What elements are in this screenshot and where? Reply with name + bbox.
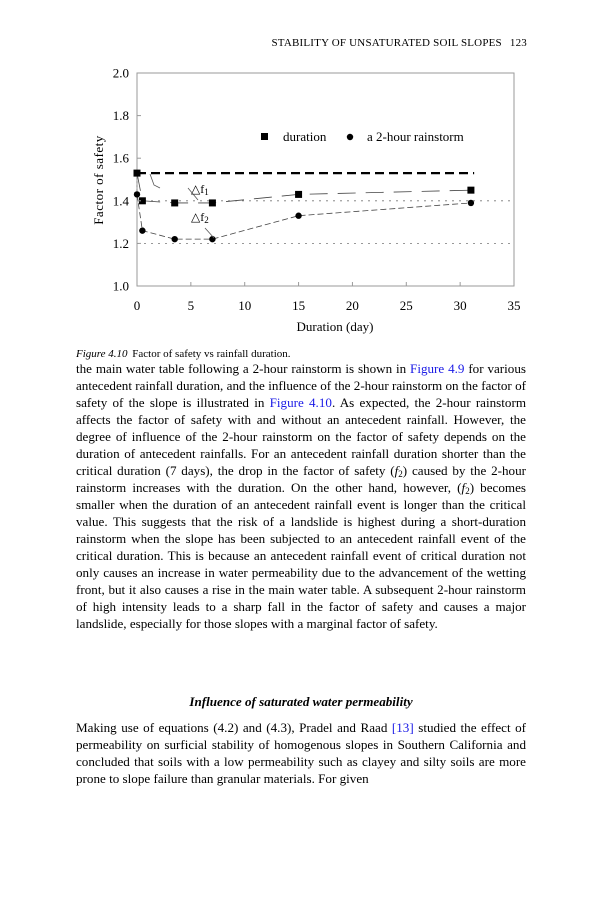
rainstorm-point-5 [468,200,474,206]
p1-text-3: . As expected, the 2-hour rainstorm affects the factor of safety with and without an antecedent rainfall. However, the degree of influence of the 2-hour rainstorm on the factor of safety depends on the duration of antecedent rainfalls. For an antecedent rainfall duration shorter than the critical duration (7 days), the drop in the factor of safety ( [76,395,527,478]
rainstorm-point-0 [134,191,140,197]
duration-point-5 [467,187,474,194]
legend [261,129,464,144]
duration-point-0 [134,170,141,177]
p2-text-1: Making use of equations (4.2) and (4.3), Pradel and Raad [76,720,392,735]
figure-4-9-link[interactable]: Figure 4.9 [410,361,465,376]
annotation-delta-f1 [188,182,209,200]
delta-f2-subscript: 2 [204,215,209,225]
legend-rainstorm-marker [347,134,353,140]
delta-f2-symbol-2: f [461,480,466,495]
x-tick-labels [134,298,521,313]
duration-point-3 [209,199,216,206]
x-tick-label-1: 5 [187,298,195,313]
y-axis-label: Factor of safety [91,135,106,225]
delta-f2-subscript-1: 2 [398,469,403,479]
paragraph-permeability [76,719,526,787]
rainstorm-point-4 [295,213,301,219]
data-markers [134,170,475,243]
delta-f2-symbol-1: f [394,463,399,478]
p1-text-1: the main water table following a 2-hour rainstorm is shown in [76,361,411,376]
x-tick-label-5: 25 [399,298,413,313]
annotation-pointer-left [150,174,160,188]
delta-f1-subscript: 1 [204,187,209,197]
x-tick-label-4: 20 [345,298,359,313]
delta-f2-subscript-2: 2 [465,486,470,496]
running-title: STABILITY OF UNSATURATED SOIL SLOPES [271,37,502,49]
reference-13-link[interactable]: [13] [391,720,414,735]
x-tick-label-0: 0 [133,298,141,313]
rainstorm-point-3 [209,236,215,242]
rainstorm-point-2 [172,236,178,242]
legend-duration-label: duration [283,129,327,144]
legend-duration-marker [261,133,268,140]
duration-point-2 [171,199,178,206]
y-tick-label-2: 1.4 [112,193,129,209]
y-tick-label-0: 1.0 [112,278,129,294]
delta-f1-symbol: △f [191,182,205,196]
delta-f2-symbol: △f [191,210,205,224]
x-axis-label: Duration (day) [296,319,374,334]
y-tick-labels [113,66,130,294]
y-tick-label-3: 1.6 [112,150,129,166]
y-tick-label-5: 2.0 [112,65,129,81]
annotation-delta-f2 [191,210,209,225]
p1-text-4: ) caused by the 2-hour rainstorm increases with the duration. On the other hand, however, ( [76,463,526,495]
y-tick-label-4: 1.8 [112,108,129,124]
figure-caption-label: Figure 4.10 [76,348,128,360]
figure-caption [76,348,291,360]
annotation-pointer-right [205,228,214,238]
x-tick-label-7: 35 [507,298,521,313]
factor-of-safety-chart [0,0,600,345]
page-number: 123 [509,37,527,49]
paragraph-rainstorm-influence [76,360,526,632]
y-tick-label-1: 1.2 [112,235,129,251]
figure-4-10-link[interactable]: Figure 4.10 [269,395,332,410]
x-tick-label-2: 10 [238,298,252,313]
rainstorm-point-1 [139,227,145,233]
p1-text-5: ) becomes smaller when the duration of an antecedent rainfall event is longer than the critical value. This suggests that the risk of a landslide is highest during a short-duration rainstorm when the slope has been subjected to an antecedent rainfall event of the critical duration. This is because an antecedent rainfall event of critical duration not only causes an increase in water permeability due to the advancement of the wetting front, but it also causes a rise in the main water table. A subsequent 2-hour rainstorm of high intensity leads to a sharp fall in the factor of safety and causes a major landslide, especially for those slopes with a marginal factor of safety. [76,480,526,631]
p1-text-2: for various antecedent rainfall duration, and the influence of the 2-hour rainstorm on the factor of safety of the slope is illustrated in [76,361,526,410]
x-tick-label-3: 15 [292,298,306,313]
svg-text:△f2 [191,210,209,225]
section-heading: Influence of saturated water permeability [189,694,413,709]
plot-area [137,73,514,286]
p2-text-2: studied the effect of permeability on surficial stability of homogenous slopes in Southern California and concluded that soils with a low permeability such as clayey and silty soils are more prone to slope failure than granular materials. For given [76,720,526,786]
series-line-0 [137,173,471,203]
legend-rainstorm-label: a 2-hour rainstorm [367,129,464,144]
x-tick-label-6: 30 [453,298,467,313]
series-lines [137,173,471,239]
figure-caption-text: Factor of safety vs rainfall duration. [132,348,291,360]
duration-point-4 [295,191,302,198]
